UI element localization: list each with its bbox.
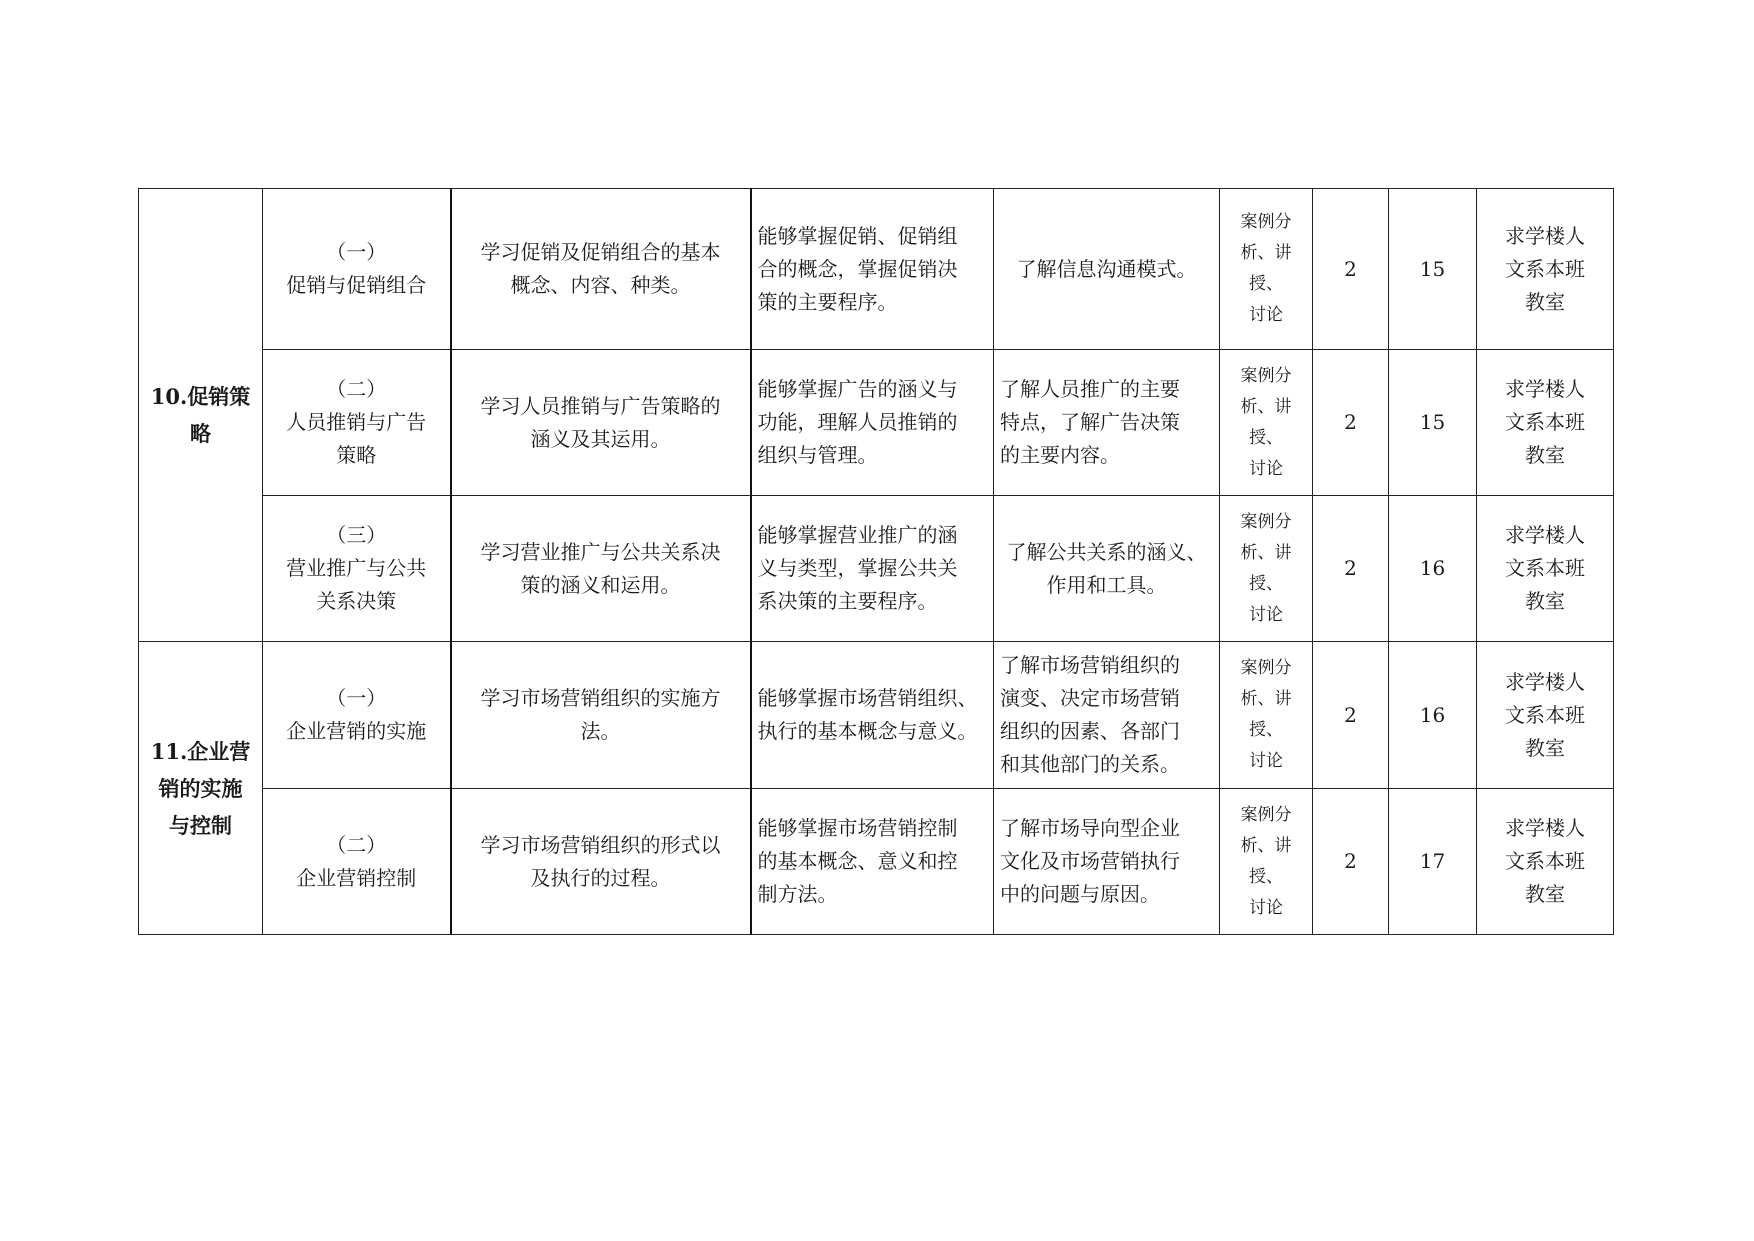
classroom: 求学楼人 文系本班 教室 [1477,496,1614,642]
syllabus-table [138,188,1614,935]
mastery-requirement: 能够掌握广告的涵义与 功能，理解人员推销的 组织与管理。 [751,350,994,496]
class-hours: 2 [1313,189,1389,350]
teaching-week: 16 [1389,496,1477,642]
teaching-method: 案例分 析、讲授、 讨论 [1220,496,1313,642]
table-row [139,789,1614,935]
learning-objective: 学习市场营销组织的形式以 及执行的过程。 [451,789,751,935]
mastery-requirement: 能够掌握市场营销组织、 执行的基本概念与意义。 [751,642,994,789]
section-title: （三） 营业推广与公共 关系决策 [263,496,451,642]
teaching-method: 案例分 析、讲授、 讨论 [1220,642,1313,789]
classroom: 求学楼人 文系本班 教室 [1477,789,1614,935]
understanding-requirement: 了解人员推广的主要 特点，了解广告决策 的主要内容。 [994,350,1220,496]
mastery-requirement: 能够掌握市场营销控制 的基本概念、意义和控 制方法。 [751,789,994,935]
chapter-title-10: 10.促销策 略 [139,189,263,642]
section-title: （二） 企业营销控制 [263,789,451,935]
understanding-requirement: 了解公共关系的涵义、 作用和工具。 [994,496,1220,642]
class-hours: 2 [1313,642,1389,789]
table-row [139,496,1614,642]
section-title: （一） 企业营销的实施 [263,642,451,789]
teaching-method: 案例分 析、讲授、 讨论 [1220,189,1313,350]
understanding-requirement: 了解市场导向型企业 文化及市场营销执行 中的问题与原因。 [994,789,1220,935]
learning-objective: 学习营业推广与公共关系决 策的涵义和运用。 [451,496,751,642]
teaching-week: 17 [1389,789,1477,935]
mastery-requirement: 能够掌握营业推广的涵 义与类型，掌握公共关 系决策的主要程序。 [751,496,994,642]
class-hours: 2 [1313,496,1389,642]
understanding-requirement: 了解市场营销组织的 演变、决定市场营销 组织的因素、各部门 和其他部门的关系。 [994,642,1220,789]
table-row [139,350,1614,496]
classroom: 求学楼人 文系本班 教室 [1477,189,1614,350]
learning-objective: 学习人员推销与广告策略的 涵义及其运用。 [451,350,751,496]
table-row [139,189,1614,350]
syllabus-page [138,188,1614,935]
teaching-week: 15 [1389,189,1477,350]
section-title: （一） 促销与促销组合 [263,189,451,350]
understanding-requirement: 了解信息沟通模式。 [994,189,1220,350]
classroom: 求学楼人 文系本班 教室 [1477,350,1614,496]
teaching-method: 案例分 析、讲授、 讨论 [1220,350,1313,496]
teaching-method: 案例分 析、讲授、 讨论 [1220,789,1313,935]
teaching-week: 15 [1389,350,1477,496]
table-row [139,642,1614,789]
teaching-week: 16 [1389,642,1477,789]
class-hours: 2 [1313,789,1389,935]
chapter-title-11: 11.企业营 销的实施 与控制 [139,642,263,935]
learning-objective: 学习市场营销组织的实施方 法。 [451,642,751,789]
class-hours: 2 [1313,350,1389,496]
learning-objective: 学习促销及促销组合的基本 概念、内容、种类。 [451,189,751,350]
mastery-requirement: 能够掌握促销、促销组 合的概念，掌握促销决 策的主要程序。 [751,189,994,350]
classroom: 求学楼人 文系本班 教室 [1477,642,1614,789]
section-title: （二） 人员推销与广告 策略 [263,350,451,496]
